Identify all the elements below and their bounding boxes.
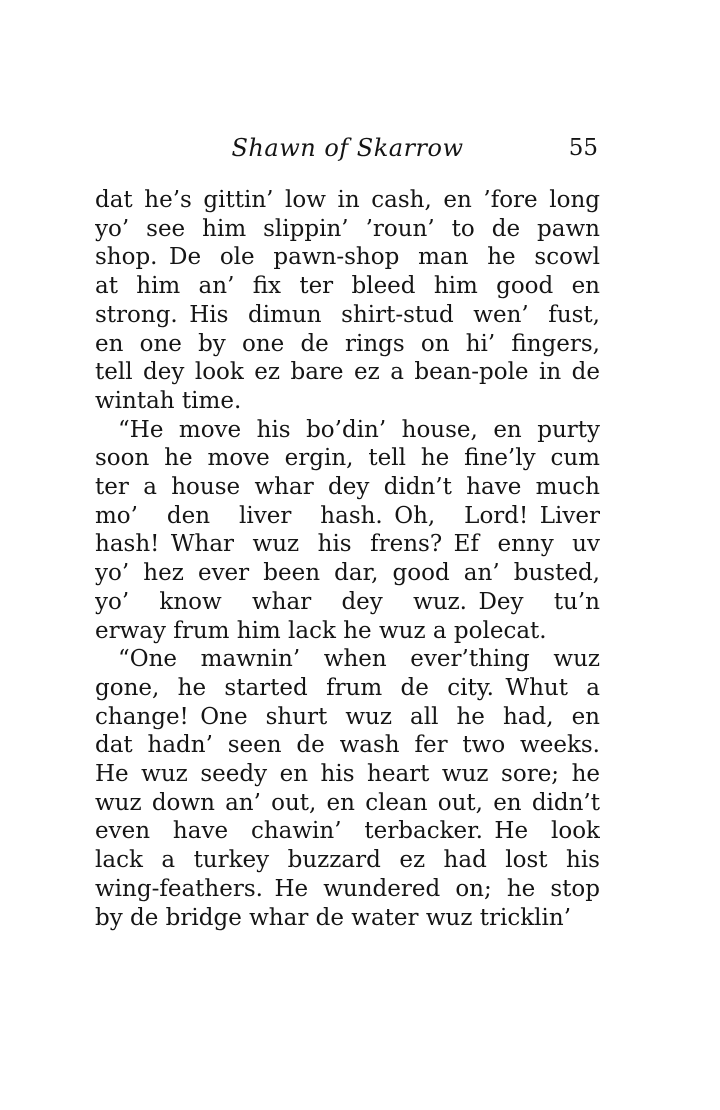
text-line: en one by one de rings on hi’ fingers,	[95, 330, 600, 357]
page-content	[95, 134, 600, 932]
text-line: at him an’ fix ter bleed him good en	[95, 273, 600, 300]
text-line: dat hadn’ seen de wash fer two weeks.	[95, 732, 600, 759]
text-line: dat he’s gittin’ low in cash, en ’fore long	[95, 187, 600, 213]
text-line: even have chawin’ terbacker. He look	[95, 818, 600, 845]
text-line: “One mawnin’ when ever’thing wuz	[118, 646, 600, 673]
text-line: mo’ den liver hash. Oh, Lord! Liver	[95, 502, 600, 529]
text-line: soon he move ergin, tell he fine’ly cum	[95, 445, 600, 472]
running-title: Shawn of Skarrow	[231, 134, 464, 162]
page-header	[95, 134, 600, 166]
text-block	[95, 186, 600, 932]
text-line: change! One shurt wuz all he had, en	[95, 703, 600, 730]
text-line: He wuz seedy en his heart wuz sore; he	[95, 761, 600, 788]
text-line: by de bridge whar de water wuz tricklin’	[95, 904, 572, 931]
paragraph	[95, 186, 600, 416]
text-line: yo’ see him slippin’ ’roun’ to de pawn	[95, 215, 600, 242]
text-line: “He move his bo’din’ house, en purty	[118, 416, 600, 443]
text-line: ter a house whar dey didn’t have much	[95, 474, 600, 501]
text-line: erway frum him lack he wuz a polecat.	[95, 617, 547, 644]
text-line: wing-feathers. He wundered on; he stop	[95, 875, 600, 902]
page-number: 55	[568, 135, 598, 161]
text-line: wuz down an’ out, en clean out, en didn’t	[95, 789, 600, 816]
text-line: tell dey look ez bare ez a bean-pole in de	[95, 359, 600, 386]
text-line: wintah time.	[95, 387, 242, 414]
text-line: lack a turkey buzzard ez had lost his	[95, 847, 600, 874]
paragraph	[95, 645, 600, 932]
text-line: strong. His dimun shirt-stud wen’ fust,	[95, 301, 600, 328]
text-line: gone, he started frum de city. Whut a	[95, 674, 600, 701]
paragraph	[95, 416, 600, 646]
text-line: hash! Whar wuz his frens? Ef enny uv	[95, 531, 600, 558]
text-line: yo’ hez ever been dar, good an’ busted,	[95, 560, 600, 587]
text-line: shop. De ole pawn-shop man he scowl	[95, 244, 600, 271]
text-line: yo’ know whar dey wuz. Dey tu’n	[95, 588, 600, 615]
